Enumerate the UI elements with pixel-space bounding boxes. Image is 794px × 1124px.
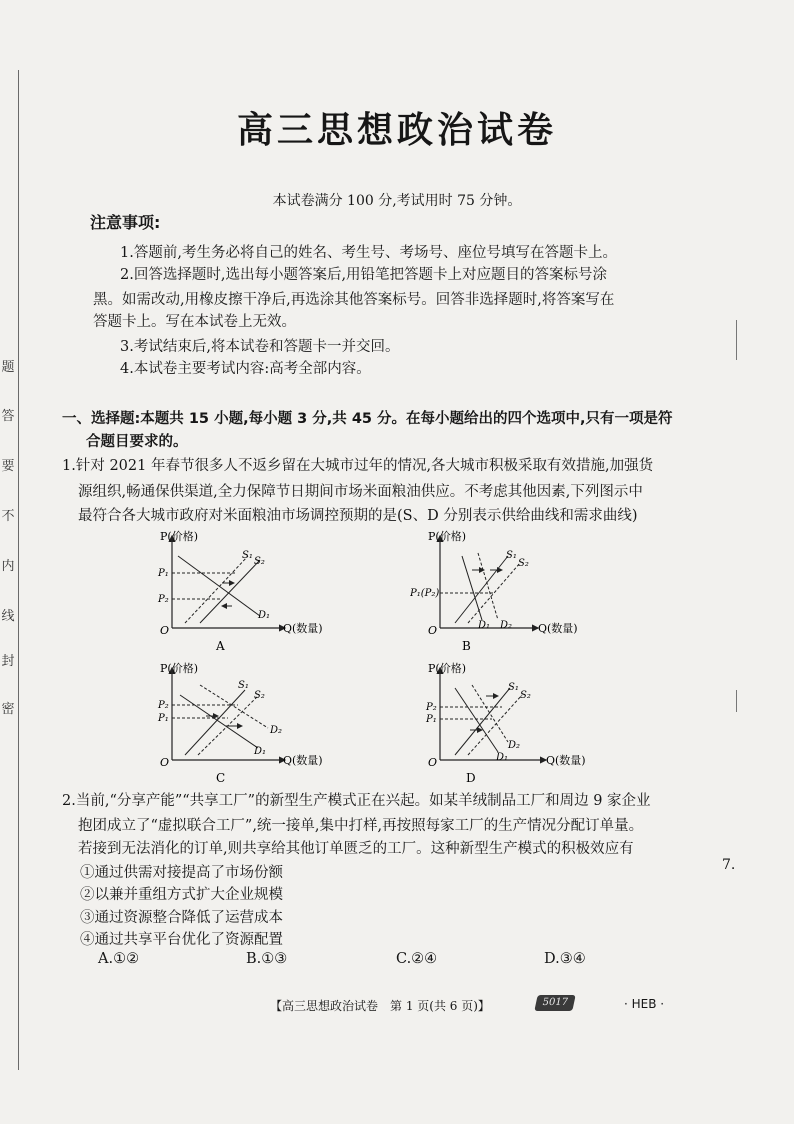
margin-mark (736, 320, 737, 360)
exam-stamp: 5017 (534, 995, 575, 1011)
s1-curve (185, 690, 245, 755)
s2-label: S₂ (254, 556, 265, 567)
y-axis-label: P(价格) (428, 530, 466, 543)
s2-label: S₂ (518, 558, 529, 569)
notice-item: 1.答题前,考生务必将自己的姓名、考生号、考场号、座位号填写在答题卡上。 (120, 245, 617, 261)
d2-curve (478, 553, 498, 620)
x-axis-label: Q(数量) (283, 754, 323, 767)
notice-item: 3.考试结束后,将本试卷和答题卡一并交回。 (120, 339, 400, 355)
x-axis-label: Q(数量) (283, 622, 323, 635)
s1-curve (455, 688, 510, 755)
d2-label: D₂ (270, 725, 283, 736)
graph-label: B (462, 639, 471, 653)
s1-curve (455, 556, 508, 623)
s1-label: S₁ (242, 550, 253, 561)
p2-label: P₂ (158, 594, 169, 605)
origin-label: O (160, 756, 170, 769)
graph-c (150, 660, 360, 785)
y-axis-label: P(价格) (160, 530, 198, 543)
s2-label: S₂ (520, 690, 531, 701)
x-axis-label: Q(数量) (538, 622, 578, 635)
margin-number: 7. (722, 857, 736, 873)
graph-d (410, 660, 620, 785)
q2-statement: ④通过共享平台优化了资源配置 (80, 932, 283, 948)
s2-label: S₂ (254, 690, 265, 701)
q2-statement: ②以兼并重组方式扩大企业规模 (80, 887, 283, 903)
side-label: 密 (1, 702, 15, 717)
p1p2-label: P₁(P₂) (410, 588, 440, 599)
side-label: 不 (1, 509, 15, 524)
side-label: 要 (1, 459, 15, 474)
d2-label: D₂ (500, 620, 513, 631)
p1-label: P₁ (158, 713, 169, 724)
q2-statement: ③通过资源整合降低了运营成本 (80, 910, 283, 926)
q2-option-b[interactable]: B.①③ (246, 951, 288, 967)
d1-curve (455, 688, 498, 752)
p2-label: P₂ (158, 700, 169, 711)
q2-statement: ①通过供需对接提高了市场份额 (80, 865, 283, 881)
exam-intro: 本试卷满分 100 分,考试用时 75 分钟。 (272, 193, 522, 209)
q2-option-a[interactable]: A.①② (98, 951, 140, 967)
y-axis-label: P(价格) (428, 662, 466, 675)
origin-label: O (428, 756, 438, 769)
margin-mark (736, 690, 737, 712)
page-footer: 【高三思想政治试卷 第 1 页(共 6 页)】 (270, 999, 490, 1013)
s1-label: S₁ (506, 550, 517, 561)
graph-a (150, 528, 360, 653)
side-label: 答 (1, 409, 15, 424)
q2-option-c[interactable]: C.②④ (396, 951, 438, 967)
notice-item: 黑。如需改动,用橡皮擦干净后,再选涂其他答案标号。回答非选择题时,将答案写在 (93, 292, 615, 308)
origin-label: O (160, 624, 170, 637)
d2-curve (472, 685, 508, 742)
side-label: 内 (1, 559, 15, 574)
graph-label: C (216, 771, 226, 785)
q2-line: 抱团成立了“虚拟联合工厂”,统一接单,集中打样,再按照每家工厂的生产情况分配订单量。 (78, 818, 644, 834)
graph-label: A (216, 639, 225, 653)
binding-line (18, 70, 19, 1070)
d1-curve (178, 556, 260, 616)
s1-curve (185, 556, 248, 623)
d1-label: D₁ (478, 620, 491, 631)
q2-line: 若接到无法消化的订单,则共享给其他订单匮乏的工厂。这种新型生产模式的积极效应有 (78, 841, 634, 857)
d1-curve (180, 695, 258, 748)
side-label: 封 (1, 654, 15, 669)
q1-line: 1.针对 2021 年春节很多人不返乡留在大城市过年的情况,各大城市积极采取有效措施,加强货 (62, 458, 654, 474)
q1-line: 源组织,畅通保供渠道,全力保障节日期间市场米面粮油供应。不考虑其他因素,下列图示中 (78, 484, 643, 500)
notice-item: 4.本试卷主要考试内容:高考全部内容。 (120, 361, 371, 377)
q1-line: 最符合各大城市政府对米面粮油市场调控预期的是(S、D 分别表示供给曲线和需求曲线) (78, 508, 638, 524)
graph-b (410, 528, 610, 653)
graph-label: D (466, 771, 476, 785)
d1-label: D₁ (254, 746, 267, 757)
page-title: 高三思想政治试卷 (236, 109, 557, 151)
d2-label: D₂ (508, 740, 521, 751)
y-axis-label: P(价格) (160, 662, 198, 675)
side-label: 线 (1, 609, 15, 624)
side-label: 题 (1, 360, 15, 375)
s1-label: S₁ (508, 682, 519, 693)
notice-item: 2.回答选择题时,选出每小题答案后,用铅笔把答题卡上对应题目的答案标号涂 (120, 267, 608, 283)
notice-item: 答题卡上。写在本试卷上无效。 (93, 314, 296, 330)
section-heading: 一、选择题:本题共 15 小题,每小题 3 分,共 45 分。在每小题给出的四个选项中,只有一项是符 (62, 411, 673, 427)
exam-code: · HEB · (624, 997, 665, 1011)
notice-heading: 注意事项: (90, 213, 161, 232)
p1-label: P₁ (158, 568, 169, 579)
p2-label: P₂ (426, 702, 437, 713)
s2-curve (200, 560, 260, 623)
d1-label: D₁ (496, 752, 509, 763)
origin-label: O (428, 624, 438, 637)
q2-option-d[interactable]: D.③④ (544, 951, 586, 967)
section-heading-cont: 合题目要求的。 (86, 434, 188, 450)
d1-label: D₁ (258, 610, 271, 621)
s1-label: S₁ (238, 680, 249, 691)
q2-line: 2.当前,“分享产能”“共享工厂”的新型生产模式正在兴起。如某羊绒制品工厂和周边 9 家企业 (62, 793, 651, 809)
p1-label: P₁ (426, 714, 437, 725)
x-axis-label: Q(数量) (546, 754, 586, 767)
